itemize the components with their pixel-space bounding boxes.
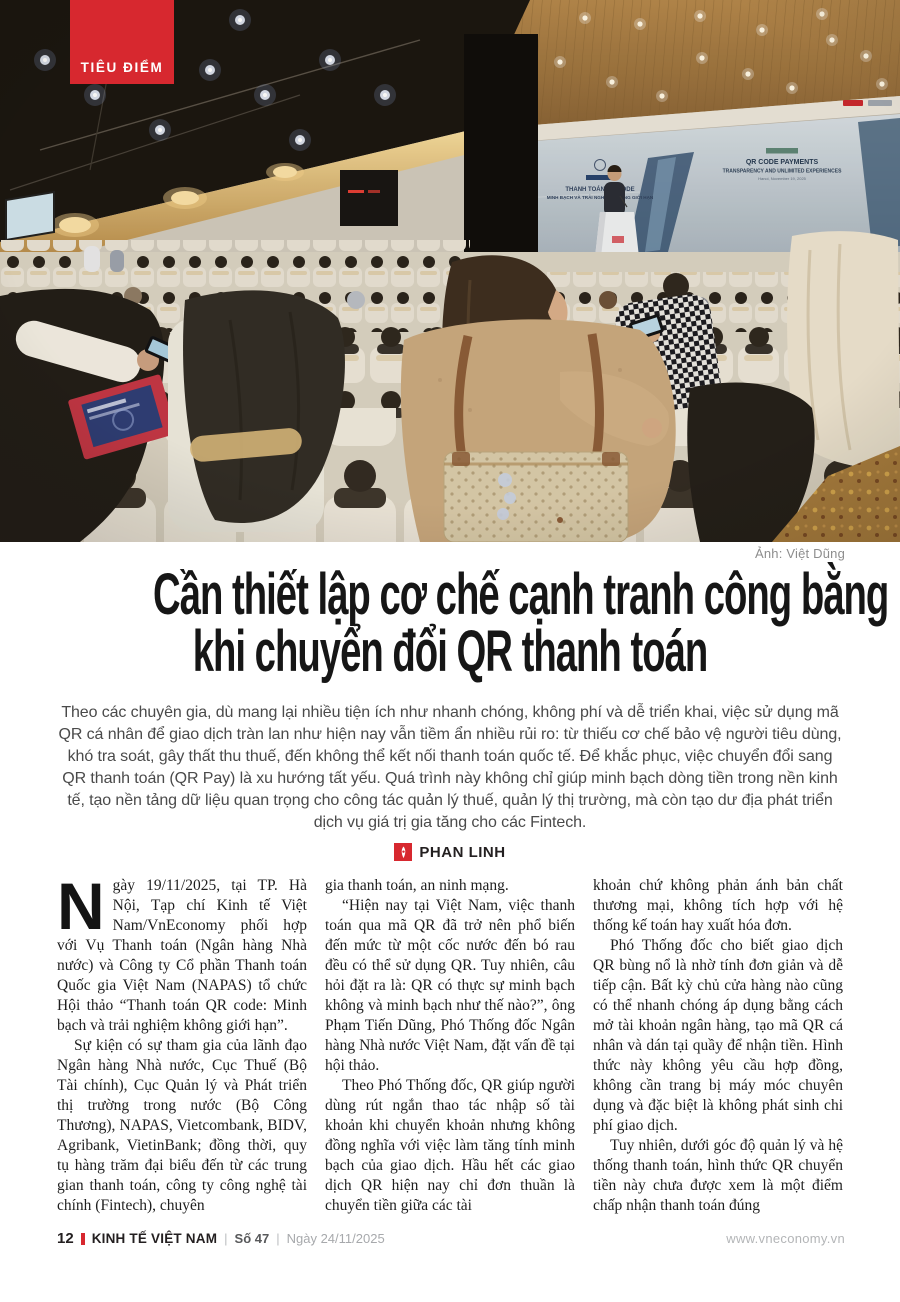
- separator: |: [276, 1231, 280, 1246]
- paragraph: Tuy nhiên, dưới góc độ quản lý và hệ thống thanh toán, hình thức QR chuyển tiền này chưa được xem là một điểm chấp nhận thanh toán đúng: [593, 1137, 843, 1214]
- paragraph: Sự kiện có sự tham gia của lãnh đạo Ngân hàng Nhà nước, Cục Thuế (Bộ Tài chính), Cục Quản lý và Phát triển thị trường trong nước (Bộ Công Thương), NAPAS, Vietcombank, BIDV, Agribank, VietinBank; đồng thời, quy tụ hàng trăm đại biểu đến từ các trung gian thanh toán, công ty công nghệ tài chính (Fintech), chuyên: [57, 1037, 307, 1214]
- paragraph: Phó Thống đốc cho biết giao dịch QR bùng nổ là nhờ tính đơn giản và dễ tiếp cận. Bất kỳ chủ cửa hàng nào cũng có thể nhanh chóng áp dụng bằng cách mở tài khoản ngân hàng, tạo mã QR cá nhân và dán tại quầy để nhận tiền. Hình thức này không yêu cầu hợp đồng, không cần trang bị máy móc chuyên dụng và đặc biệt là không phát sinh chi phí giao dịch.: [593, 937, 843, 1134]
- drop-cap: N: [57, 876, 105, 943]
- paragraph-text: gày 19/11/2025, tại TP. Hà Nội, Tạp chí Kinh tế Việt Nam/VnEconomy phối hợp với Vụ Thanh toán (Ngân hàng Nhà nước) và Công ty Cổ phần Thanh toán Quốc gia Việt Nam (NAPAS) tổ chức Hội thảo “Thanh toán QR code: Minh bạch và trải nghiệm không giới hạn”.: [57, 877, 307, 1034]
- red-bar-icon: [81, 1233, 85, 1245]
- page-number: 12: [57, 1230, 74, 1247]
- publication-name: KINH TẾ VIỆT NAM: [91, 1231, 218, 1246]
- issue-number: Số 47: [234, 1231, 270, 1246]
- article-headline: [0, 562, 900, 684]
- separator: |: [224, 1231, 228, 1246]
- photo-credit: Ảnh: Việt Dũng: [754, 546, 845, 561]
- page-footer: [57, 1230, 845, 1247]
- author-name: PHAN LINH: [419, 843, 506, 861]
- footer-left: [57, 1230, 385, 1247]
- kicker-tieu-diem: [70, 0, 174, 84]
- website-url: www.vneconomy.vn: [726, 1231, 845, 1246]
- paragraph: “Hiện nay tại Việt Nam, việc thanh toán qua mã QR đã trở nên phổ biến đến mức từ một cốc nước đến bó rau đều có thể sử dụng QR. Tuy nhiên, câu hỏi đặt ra là: QR có thực sự minh bạch không và minh bạch như thế nào?”, ông Phạm Tiến Dũng, Phó Thống đốc Ngân hàng Nhà nước Việt Nam, đặt vấn đề tại hội thảo.: [325, 897, 575, 1074]
- article-lede: Theo các chuyên gia, dù mang lại nhiều tiện ích như nhanh chóng, không phí và dễ triển khai, việc sử dụng mã QR cá nhân để giao dịch tràn lan như hiện nay vẫn tiềm ẩn nhiều rủi ro: từ thiếu cơ chế bảo vệ người tiêu dùng, khó tra soát, gây thất thu thuế, đến không thể kết nối thanh toán quốc tế. Để khắc phục, việc chuyển đổi sang QR thanh toán (QR Pay) là xu hướng tất yếu. Quá trình này không chỉ giúp minh bạch dòng tiền trong nền kinh tế, tạo nền tảng dữ liệu quan trọng cho công tác quản lý thuế, quản lý thị trường, mà còn tạo dư địa phát triển dịch vụ giá trị gia tăng cho các Fintech.: [58, 704, 842, 831]
- headline-line-1: Cần thiết lập cơ chế cạnh tranh công bằng: [153, 562, 889, 627]
- paragraph: khoản chứ không phản ánh bản chất thương mại, không tích hợp với hệ thống kế toán hay xuất hóa đơn.: [593, 877, 843, 934]
- paragraph: gia thanh toán, an ninh mạng.: [325, 877, 509, 894]
- lead-photo: [0, 0, 900, 542]
- paragraph: Theo Phó Thống đốc, QR giúp người dùng rút ngắn thao tác nhập số tài khoản khi chuyển khoản nhưng không đồng nghĩa với việc làm tăng tính minh bạch của giao dịch. Hầu hết các giao dịch QR hiện nay chỉ đơn thuần là chuyển tiền giữa các tài: [325, 1077, 575, 1214]
- headline-line-2: khi chuyển đổi QR thanh toán: [192, 619, 708, 684]
- author-pen-icon: [394, 843, 412, 861]
- column-3: [593, 876, 843, 1222]
- column-1: [57, 876, 307, 1222]
- issue-date: Ngày 24/11/2025: [286, 1231, 385, 1246]
- kicker-label: TIÊU ĐIỂM: [80, 60, 164, 75]
- article-body: [57, 876, 843, 1222]
- paragraph: [57, 876, 307, 1036]
- column-2: [325, 876, 575, 1222]
- byline: [0, 843, 900, 861]
